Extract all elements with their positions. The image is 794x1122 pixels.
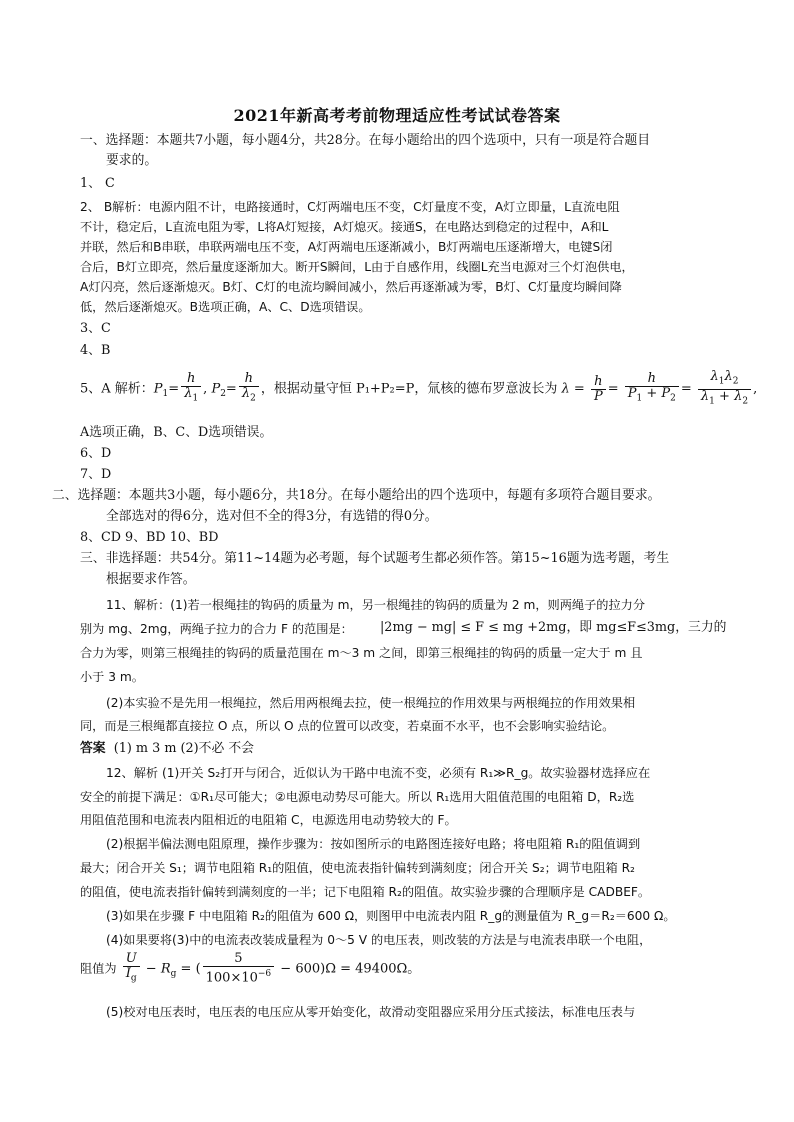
answer-q11-line2a: 别为 mg、2mg，两绳子拉力的合力 F 的范围是： — [80, 622, 353, 636]
answer-q12-line5: 最大；闭合开关 S₁；调节电阻箱 R₁的阻值，使电流表指针偏转到满刻度；闭合开关 S₂；调节电阻箱 R₂ — [80, 861, 635, 875]
section2-heading: 二、选择题：本题共3小题，每小题6分，共18分。在每小题给出的四个选项中，每题有多项符合题目要求。 — [52, 488, 661, 503]
answer-q7: 7、D — [80, 467, 112, 482]
page-title: 2021年新高考考前物理适应性考试试卷答案 — [233, 106, 561, 125]
q12-eq-prefix: 阻值为 — [80, 961, 117, 976]
answer-q4: 4、B — [80, 343, 111, 358]
answer-q8-10: 8、CD 9、BD 10、BD — [80, 530, 219, 545]
q12-eq-result: = 49400Ω。 — [340, 961, 421, 977]
answer-q2-line2: 不计，稳定后，L直流电阻为零，L将A灯短接，A灯熄灭。接通S，在电路达到稳定的过程中，A和L — [80, 220, 609, 234]
answer-q12-line1: 12、解析 (1)开关 S₂打开与闭合，近似认为干路中电流不变，必须有 R₁≫R_g。故实验器材选择应在 — [106, 766, 651, 780]
answer-q12-line6: 的阻值，使电流表指针偏转到满刻度的一半；记下电阻箱 R₂的阻值。故实验步骤的合理顺序是 CADBEF。 — [80, 885, 651, 899]
section3-heading: 三、非选择题：共54分。第11~14题为必考题，每个试题考生都必须作答。第15~16题为选考题，考生 — [80, 551, 670, 566]
answer-summary — [80, 741, 254, 757]
answer-q12-line2: 安全的前提下满足：①R₁尽可能大；②电源电动势尽可能大。所以 R₁选用大阻值范围的电阻箱 D，R₂选 — [80, 790, 635, 804]
answer-q11-line1: 11、解析：(1)若一根绳挂的钩码的质量为 m，另一根绳挂的钩码的质量为 2 m，则两绳子的拉力分 — [106, 598, 646, 612]
answer-text: (1) m 3 m (2)不必 不会 — [113, 741, 254, 756]
answer-q11-line6: 同，而是三根绳都直接拉 O 点，所以 O 点的位置可以改变，若桌面不水平，也不会影响实验结论。 — [80, 719, 615, 733]
answer-q12-line7: (3)如果在步骤 F 中电阻箱 R₂的阻值为 600 Ω，则图甲中电流表内阻 R_g的测量值为 R_g＝R₂＝600 Ω。 — [106, 909, 676, 923]
answer-q2-line1: 2、 B解析：电源内阻不计，电路接通时，C灯两端电压不变，C灯量度不变，A灯立即量，L直流电阻 — [80, 200, 620, 214]
answer-q12-line3: 用阻值范围和电流表内阻相近的电阻箱 C，电源选用电动势较大的 F。 — [80, 813, 457, 827]
answer-q12-equation: 阻值为 $\frac{U}{I_g}$ − $R_g$ = ( $\frac{5}{100\times 10^{-6}}$ − 600)Ω = 49400Ω。 — [80, 951, 421, 986]
answer-q6: 6、D — [80, 446, 112, 461]
answer-q2-line6: 低，然后逐渐熄灭。B选项正确，A、C、D选项错误。 — [80, 300, 371, 314]
section3-heading-cont: 根据要求作答。 — [106, 572, 196, 587]
answer-q2-line5: A灯闪亮，然后逐渐熄灭。B灯、C灯的电流均瞬间减小，然后再逐渐减为零，B灯、C灯量度均瞬间降 — [80, 280, 622, 294]
answer-q2-line3: 并联，然后和B串联，串联两端电压不变，A灯两端电压逐渐减小，B灯两端电压逐渐增大，电键S闭 — [80, 240, 613, 254]
answer-q3: 3、C — [80, 321, 111, 336]
answer-q11-line3: 合力为零，则第三根绳挂的钩码的质量范围在 m～3 m 之间，即第三根绳挂的钩码的质量一定大于 m 且 — [80, 646, 643, 660]
answer-q1: 1、 C — [80, 176, 115, 191]
answer-q12-line4: (2)根据半偏法测电阻原理，操作步骤为：按如图所示的电路图连接好电路；将电阻箱 R₁的阻值调到 — [106, 837, 641, 851]
answer-q11-line4: 小于 3 m。 — [80, 670, 144, 684]
answer-q2-line4: 合后，B灯立即亮，然后量度逐渐加大。断开S瞬间，L由于自感作用，线圈L充当电源对三个灯泡供电， — [80, 260, 634, 274]
answer-q12-line10: (5)校对电压表时，电压表的电压应从零开始变化，故滑动变阻器应采用分压式接法，标准电压表与 — [106, 1005, 636, 1019]
answer-q5-conclusion: A选项正确，B、C、D选项错误。 — [80, 425, 273, 440]
section1-heading-cont: 要求的。 — [106, 153, 158, 168]
answer-label: 答案 — [80, 741, 106, 756]
section1-heading: 一、选择题：本题共7小题，每小题4分，共28分。在每小题给出的四个选项中，只有一项是符合题目 — [80, 133, 651, 148]
answer-q11-line5: (2)本实验不是先用一根绳拉，然后用两根绳去拉，使一根绳拉的作用效果与两根绳拉的作用效果相 — [106, 696, 636, 710]
section2-heading-cont: 全部选对的得6分，选对但不全的得3分，有选错的得0分。 — [106, 509, 438, 524]
q5-prefix: 5、A 解析： — [80, 381, 154, 397]
q5-middle-text: ，根据动量守恒 P₁+P₂=P，氚核的德布罗意波长为 — [260, 381, 558, 397]
answer-q5-equation: 5、A 解析：$P_1=$ $\frac{h}{\lambda_1}$ , $P_2=$ $\frac{h}{\lambda_2}$ ，根据动量守恒 P₁+P₂=P，氚核的德布罗意波长为 λ = $\frac{h}{P}$ = $\frac{h}{P_1 + P_2}$ = $\frac{\lambda_1\lambda_2}{\lambda_1 + \lambda_2}$ , — [80, 369, 758, 407]
answer-q11-line2b: |2mg − mg| ≤ F ≤ mg +2mg，即 mg≤F≤3mg，三力的 — [380, 620, 727, 635]
answer-q12-line8: (4)如果要将(3)中的电流表改装成量程为 0～5 V 的电压表，则改装的方法是与电流表串联一个电阻， — [106, 933, 652, 947]
